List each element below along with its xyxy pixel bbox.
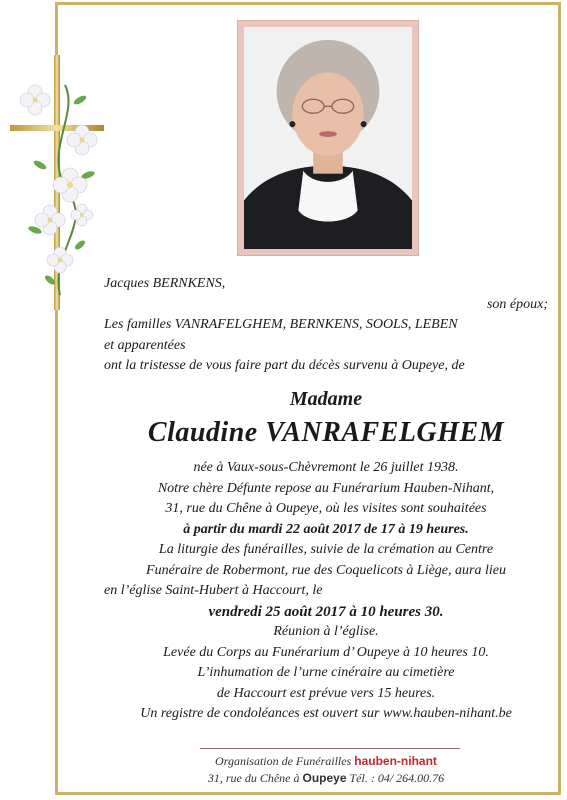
relatives-text: et apparentées: [104, 337, 186, 353]
liturgy-line-2: Funéraire de Robermont, rue des Coquelicots à Liège, aura lieu: [146, 562, 506, 578]
meeting-line: Réunion à l’église.: [273, 624, 379, 639]
title-madame: Madame: [289, 388, 363, 410]
footer-town: Oupeye: [302, 771, 347, 785]
portrait-photo: [244, 27, 412, 249]
liturgy-line-1: La liturgie des funérailles, suivie de la crémation au Centre: [158, 542, 494, 557]
families-text: Les familles VANRAFELGHEM, BERNKENS, SOOLS, LEBEN: [104, 317, 458, 332]
footer-divider: [200, 748, 460, 749]
husband-name: Jacques BERNKENS,: [104, 276, 226, 291]
footer-address: 31, rue du Chêne à: [207, 771, 300, 785]
liturgy-line-3: en l’église Saint-Hubert à Haccourt, le: [104, 583, 323, 598]
brand-logo: hauben-nihant: [354, 754, 437, 768]
levee-line: Levée du Corps au Funérarium d’ Oupeye à 10 heures 10.: [163, 644, 489, 660]
address-line: 31, rue du Chêne à Oupeye, où les visites sont souhaitées: [165, 501, 487, 516]
rest-line: Notre chère Défunte repose au Funérarium Hauben-Nihant,: [157, 480, 495, 496]
ceremony-date-line: vendredi 25 août 2017 à 10 heures 30.: [208, 603, 444, 620]
portrait-frame: [237, 20, 419, 256]
inhumation-line-1: L’inhumation de l’urne cinéraire au cimetière: [197, 665, 455, 680]
footer-phone: Tél. : 04/ 264.00.76: [349, 771, 445, 785]
footer-org-text: Organisation de Funérailles: [215, 754, 352, 768]
birth-line: née à Vaux-sous-Chèvremont le 26 juillet 1938.: [193, 460, 459, 475]
cross-with-flowers-icon: [10, 55, 110, 345]
inhumation-line-2: de Haccourt est prévue vers 15 heures.: [216, 685, 436, 701]
condolence-line: Un registre de condoléances est ouvert sur www.hauben-nihant.be: [140, 706, 512, 721]
footer: [104, 753, 548, 787]
announcement-intro: [104, 274, 548, 377]
visit-time-line: à partir du mardi 22 août 2017 de 17 à 19 heures.: [183, 521, 469, 537]
announcement-body: [104, 458, 548, 725]
relation-text: son époux;: [486, 296, 548, 312]
deceased-name: Claudine VANRAFELGHEM: [147, 417, 505, 448]
announcement-text: ont la tristesse de vous faire part du décès survenu à Oupeye, de: [104, 358, 465, 373]
